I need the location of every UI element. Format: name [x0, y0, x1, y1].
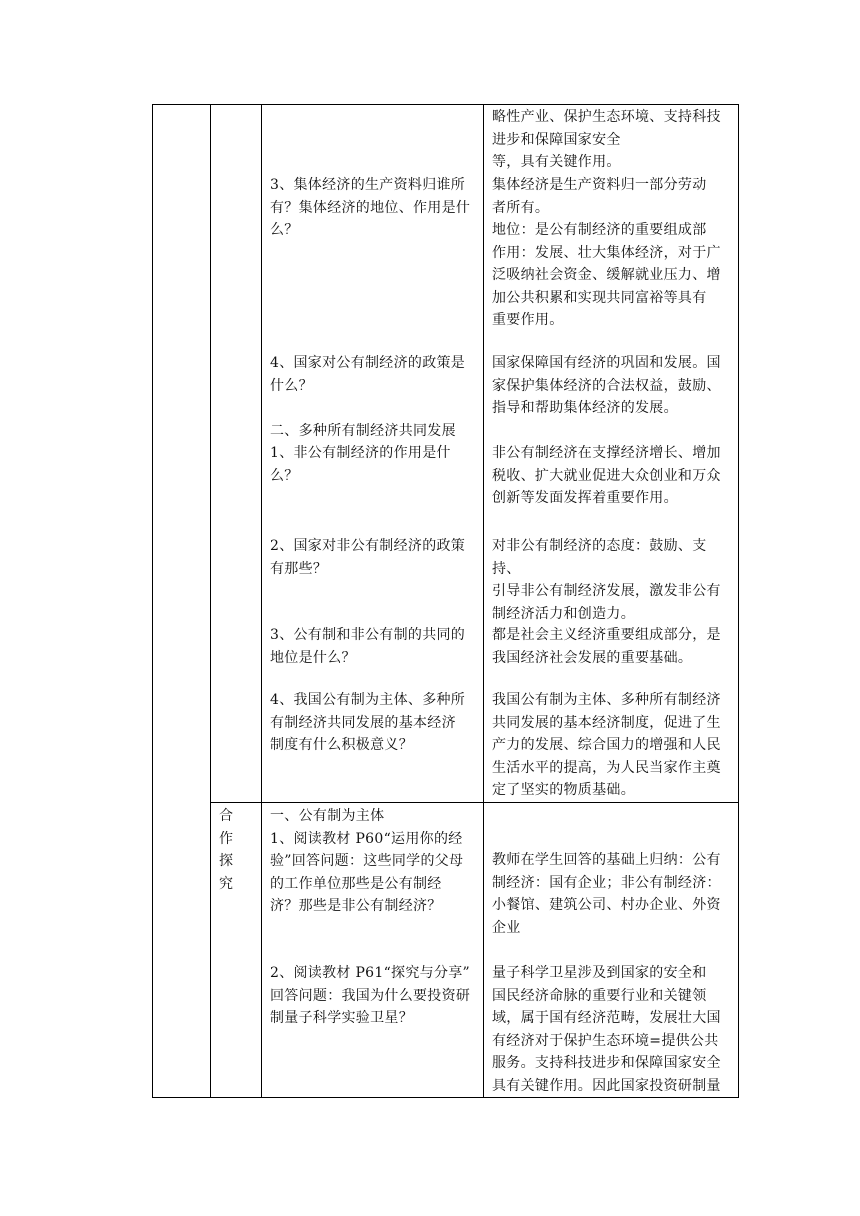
question-cell: 4、国家对公有制经济的政策是 什么？ 二、多种所有制经济共同发展 1、非公有制经济的作用是什 么？ — [270, 355, 466, 484]
table-border-top — [152, 104, 739, 105]
answer-cell: 量子科学卫星涉及到国家的安全和 国民经济命脉的重要行业和关键领 域，属于国有经济范畴，发展壮大国 有经济对于保护生态环境=提供公共 服务。支持科技进步和保障国家安全 具有关键作用。因此国家投资研制量 — [492, 965, 721, 1094]
answer-cell: 国家保障国有经济的巩固和发展。国 家保护集体经济的合法权益，鼓励、 指导和帮助集体经济的发展。 非公有制经济在支撑经济增长、增加 税收、扩大就业促进大众创业和万众 创新等发面发挥着重要作用。 — [492, 355, 721, 506]
question-cell: 一、公有制为主体 1、阅读教材 P60“运用你的经 验”回答问题：这些同学的父母 的工作单位那些是公有制经 济？那些是非公有制经济？ — [270, 808, 464, 914]
column-divider-2 — [261, 104, 262, 1098]
answer-cell: 我国公有制为主体、多种所有制经济 共同发展的基本经济制度，促进了生 产力的发展、综合国力的增强和人民 生活水平的提高，为人民当家作主奠 定了坚实的物质基础。 — [492, 692, 721, 798]
question-cell: 3、集体经济的生产资料归谁所 有？集体经济的地位、作用是什 么？ — [270, 177, 471, 238]
question-cell: 4、我国公有制为主体、多种所 有制经济共同发展的基本经济 制度有什么积极意义？ — [270, 692, 466, 753]
answer-cell: 略性产业、保护生态环境、支持科技 进步和保障国家安全 等，具有关键作用。 — [492, 109, 721, 170]
section-label: 合 作 探 究 — [219, 808, 234, 892]
answer-cell: 都是社会主义经济重要组成部分，是 我国经济社会发展的重要基础。 — [492, 627, 721, 666]
table-border-left — [152, 104, 153, 1098]
question-cell: 3、公有制和非公有制的共同的 地位是什么？ — [270, 627, 466, 666]
answer-cell: 教师在学生回答的基础上归纳：公有 制经济：国有企业；非公有制经济： 小餐馆、建筑公司、村办企业、外资 企业 — [492, 852, 721, 936]
question-cell: 2、国家对非公有制经济的政策 有那些？ — [270, 538, 466, 577]
answer-cell: 集体经济是生产资料归一部分劳动 者所有。 地位：是公有制经济的重要组成部 作用：发展、壮大集体经济，对于广 泛吸纳社会资金、缓解就业压力、增 加公共积累和实现共同富裕等具有 重要作用。 — [492, 177, 721, 328]
question-cell: 2、阅读教材 P61“探究与分享” 回答问题：我国为什么要投资研 制量子科学实验卫星？ — [270, 965, 471, 1026]
section-divider — [210, 802, 739, 803]
answer-cell: 对非公有制经济的态度：鼓励、支持、 引导非公有制经济发展，激发非公有 制经济活力和创造力。 — [492, 538, 721, 622]
column-divider-3 — [483, 104, 484, 1098]
column-divider-1 — [210, 104, 211, 1098]
table-border-right — [738, 104, 739, 1098]
table-border-bottom — [152, 1097, 739, 1098]
